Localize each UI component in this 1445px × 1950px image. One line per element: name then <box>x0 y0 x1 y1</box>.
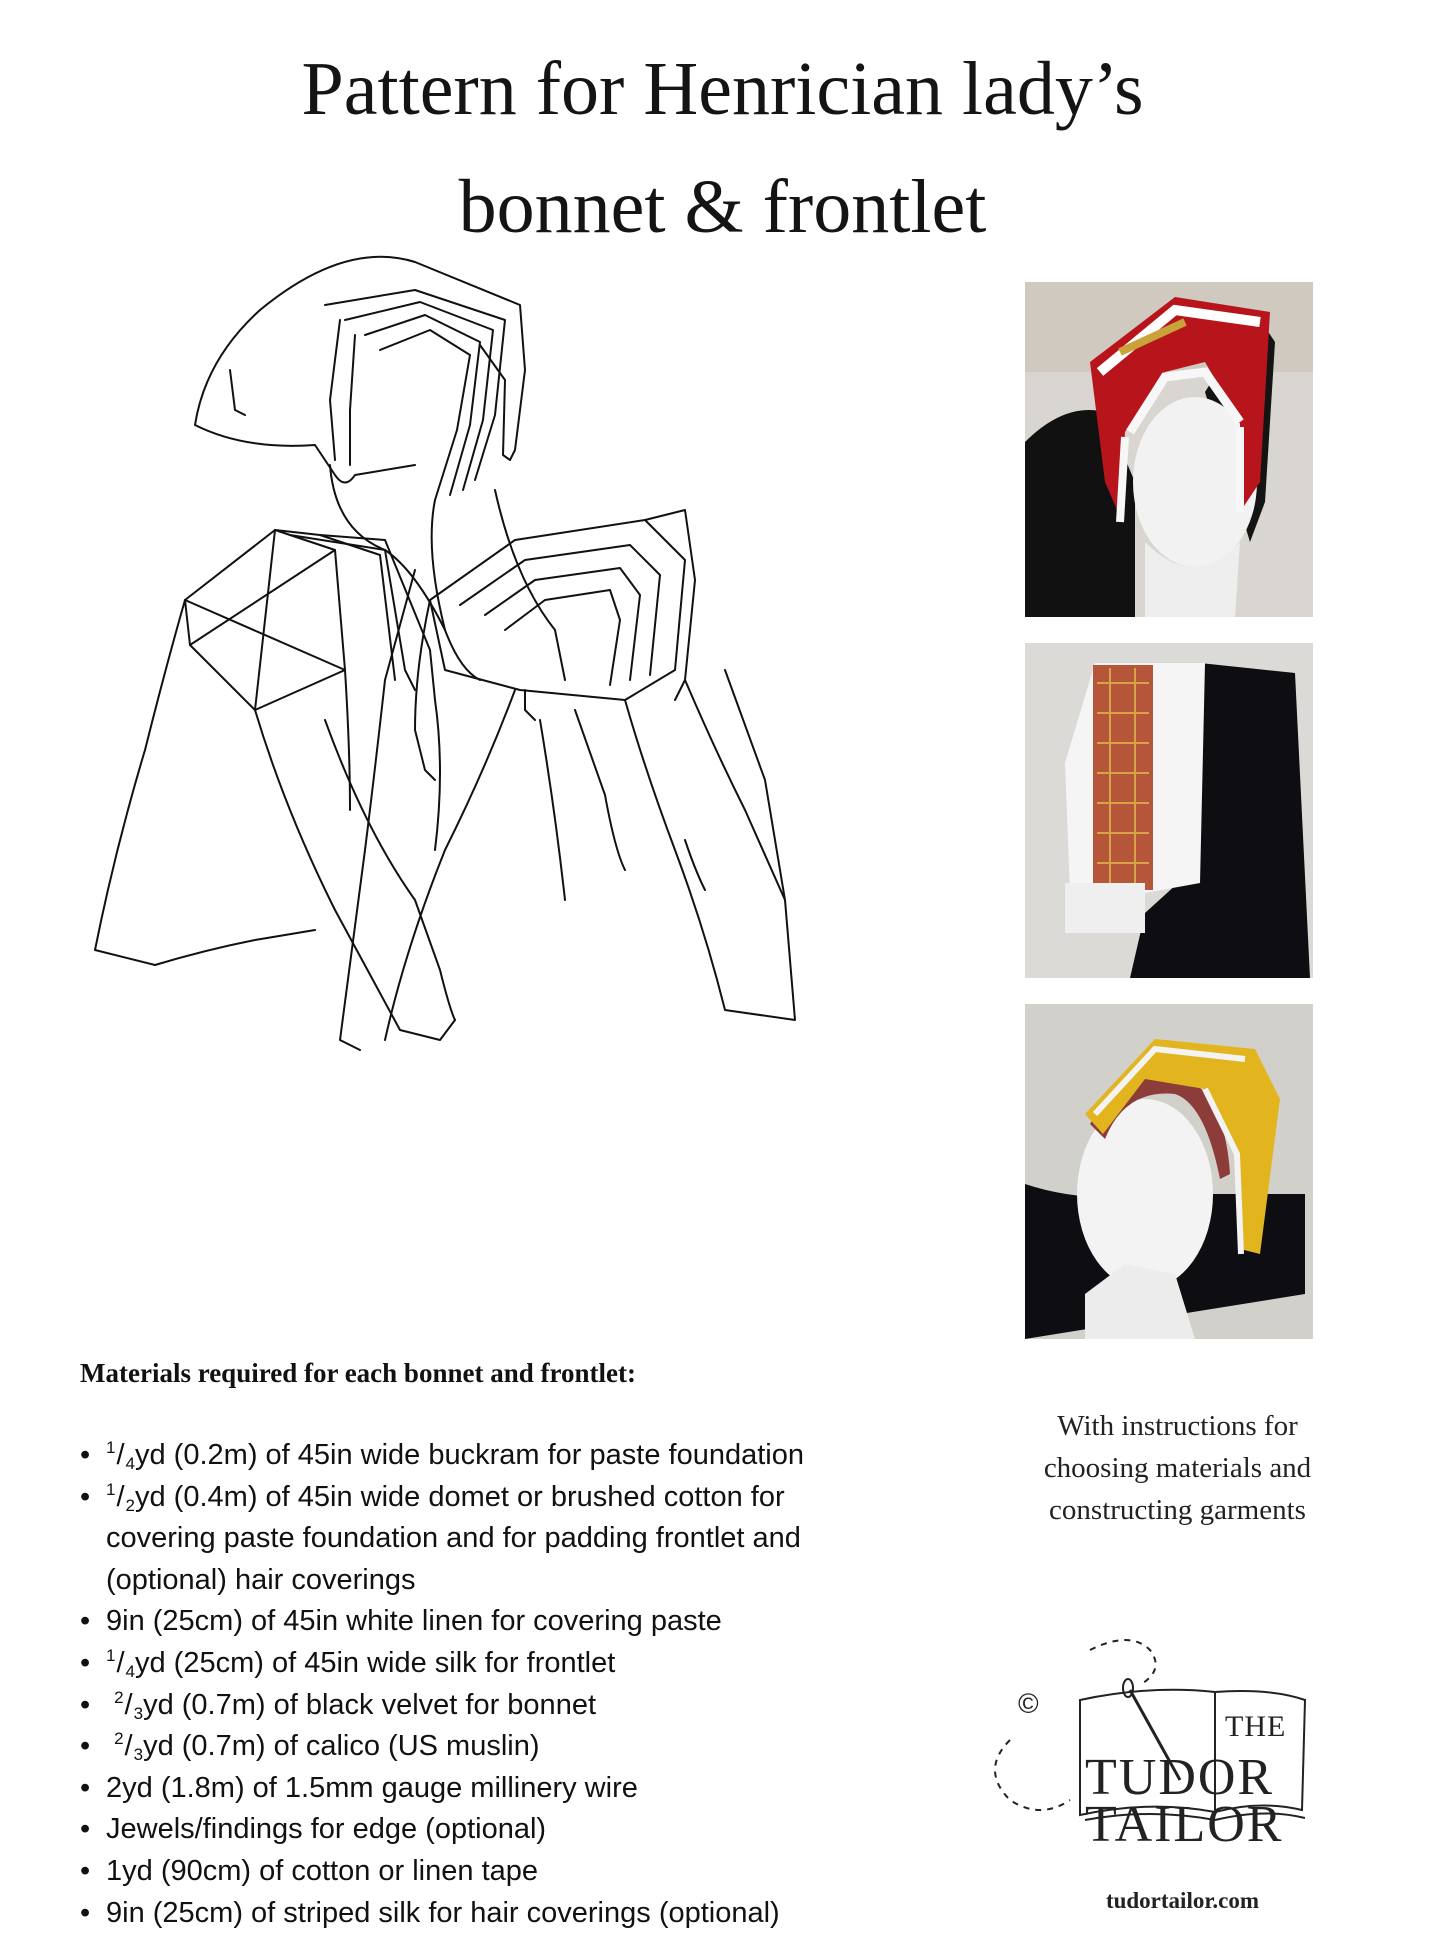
top-bonnet-drawing <box>195 257 565 680</box>
list-item: • $^1/_4yd$ (0.2m) of 45in wide buckram for paste foundation <box>80 1435 980 1477</box>
list-item: • 1yd (90cm) of cotton or linen tape <box>80 1851 980 1893</box>
logo-tudor: TUDOR <box>1085 1749 1275 1806</box>
list-item: • $^2/_3yd$ (0.7m) of black velvet for bonnet <box>80 1685 980 1727</box>
instructions-note: With instructions for choosing materials and constructing garments <box>1043 1410 1312 1526</box>
bonnet-line-drawing <box>85 250 1005 1330</box>
list-item: • $^1/_4yd$ (25cm) of 45in wide silk for frontlet <box>80 1643 980 1685</box>
bonnet-side-view-icon <box>1025 643 1313 978</box>
page-title <box>0 30 1445 266</box>
list-item: • $^1/_2yd$ (0.4m) of 45in wide domet or brushed cotton for covering paste foundation and for padding frontlet and (optional) hair coverings <box>80 1477 980 1602</box>
materials-list <box>80 1435 980 1934</box>
title-line-1: Pattern for Henrician lady’s <box>301 47 1144 131</box>
list-item: • 9in (25cm) of 45in white linen for covering paste <box>80 1601 980 1643</box>
bonnet-on-mannequin-red-icon <box>1025 282 1313 617</box>
logo-the: THE <box>1225 1710 1287 1743</box>
title-line-2: bonnet & frontlet <box>458 165 987 249</box>
logo-tailor: TAILOR <box>1085 1796 1284 1853</box>
bonnet-on-mannequin-gold-icon <box>1025 1004 1313 1339</box>
list-item: • 9in (25cm) of striped silk for hair coverings (optional) <box>80 1893 980 1935</box>
list-item: • Jewels/findings for edge (optional) <box>80 1809 980 1851</box>
website-link[interactable]: tudortailor.com <box>1105 1888 1260 1913</box>
materials-heading: Materials required for each bonnet and frontlet: <box>80 1358 636 1388</box>
red-bonnet-photo <box>1025 282 1313 617</box>
copyright-mark: © <box>1018 1688 1039 1719</box>
left-bonnet-drawing <box>95 530 455 1050</box>
list-item: • $^2/_3yd$ (0.7m) of calico (US muslin) <box>80 1726 980 1768</box>
gold-bonnet-photo <box>1025 1004 1313 1339</box>
side-view-photo <box>1025 643 1313 978</box>
list-item: • 2yd (1.8m) of 1.5mm gauge millinery wire <box>80 1768 980 1810</box>
right-bonnet-drawing <box>385 510 795 1040</box>
